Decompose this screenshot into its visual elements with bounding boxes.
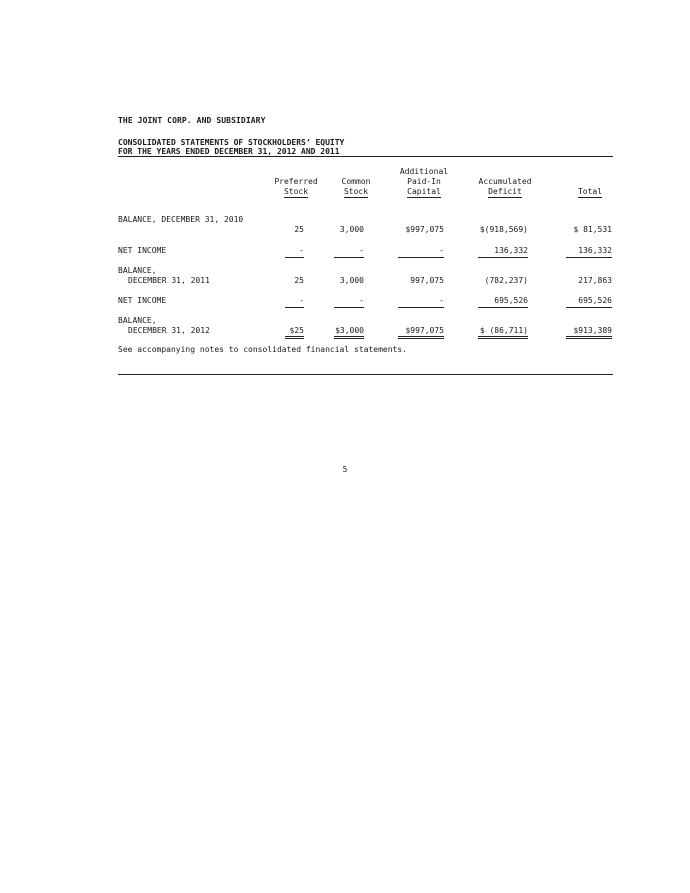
row-label-balance-2011: DECEMBER 31, 2011 (128, 276, 210, 285)
underline (398, 257, 444, 258)
cell-common: 3,000 (339, 276, 364, 285)
cell-common: $3,000 (335, 326, 364, 335)
cell-apic: - (439, 296, 444, 305)
cell-apic: - (439, 246, 444, 255)
row-label-net-income-2012: NET INCOME (118, 296, 167, 305)
cell-common: - (359, 296, 364, 305)
cell-total: 695,526 (578, 296, 612, 305)
underline (398, 307, 444, 308)
col-header-apic: Additional Paid-In Capital (399, 167, 449, 196)
row-label-balance-2010: BALANCE, DECEMBER 31, 2010 (118, 215, 244, 224)
cell-common: 3,000 (339, 225, 364, 234)
page-number: 5 (342, 465, 348, 474)
cell-deficit: 695,526 (494, 296, 528, 305)
row-label-balance: BALANCE, (118, 266, 157, 275)
cell-total: $ 81,531 (573, 225, 612, 234)
col-header-preferred: Preferred Stock (274, 177, 318, 196)
double-underline (285, 336, 304, 339)
underline (285, 307, 304, 308)
double-underline (566, 336, 612, 339)
underline (334, 307, 364, 308)
underline (285, 257, 304, 258)
double-underline (478, 336, 528, 339)
col-header-deficit: Accumulated Deficit (478, 177, 532, 196)
bottom-rule (118, 374, 613, 375)
col-header-total: Total (577, 187, 603, 196)
row-label-balance-2012: DECEMBER 31, 2012 (128, 326, 210, 335)
cell-deficit: $ (86,711) (479, 326, 528, 335)
underline (478, 257, 528, 258)
underline (334, 257, 364, 258)
cell-apic: $997,075 (405, 225, 444, 234)
double-underline (334, 336, 364, 339)
cell-apic: $997,075 (405, 326, 444, 335)
underline (566, 307, 612, 308)
underline (478, 307, 528, 308)
statement-period: FOR THE YEARS ENDED DECEMBER 31, 2012 AND 2011 (118, 147, 340, 156)
double-underline (398, 336, 444, 339)
cell-total: $913,389 (573, 326, 612, 335)
cell-preferred: - (299, 296, 304, 305)
cell-apic: 997,075 (410, 276, 444, 285)
company-name: THE JOINT CORP. AND SUBSIDIARY (118, 116, 266, 125)
underline (566, 257, 612, 258)
cell-common: - (359, 246, 364, 255)
cell-deficit: (782,237) (484, 276, 528, 285)
col-header-common: Common Stock (341, 177, 371, 196)
cell-preferred: 25 (294, 276, 304, 285)
cell-preferred: $25 (289, 326, 304, 335)
statement-title: CONSOLIDATED STATEMENTS OF STOCKHOLDERS’ EQUITY (118, 138, 345, 147)
row-label-balance: BALANCE, (118, 316, 157, 325)
cell-total: 217,863 (578, 276, 612, 285)
footnote: See accompanying notes to consolidated financial statements. (118, 345, 407, 354)
cell-deficit: $(918,569) (479, 225, 528, 234)
title-rule (118, 156, 613, 157)
cell-total: 136,332 (578, 246, 612, 255)
cell-preferred: - (299, 246, 304, 255)
cell-preferred: 25 (294, 225, 304, 234)
row-label-net-income-2011: NET INCOME (118, 246, 167, 255)
cell-deficit: 136,332 (494, 246, 528, 255)
